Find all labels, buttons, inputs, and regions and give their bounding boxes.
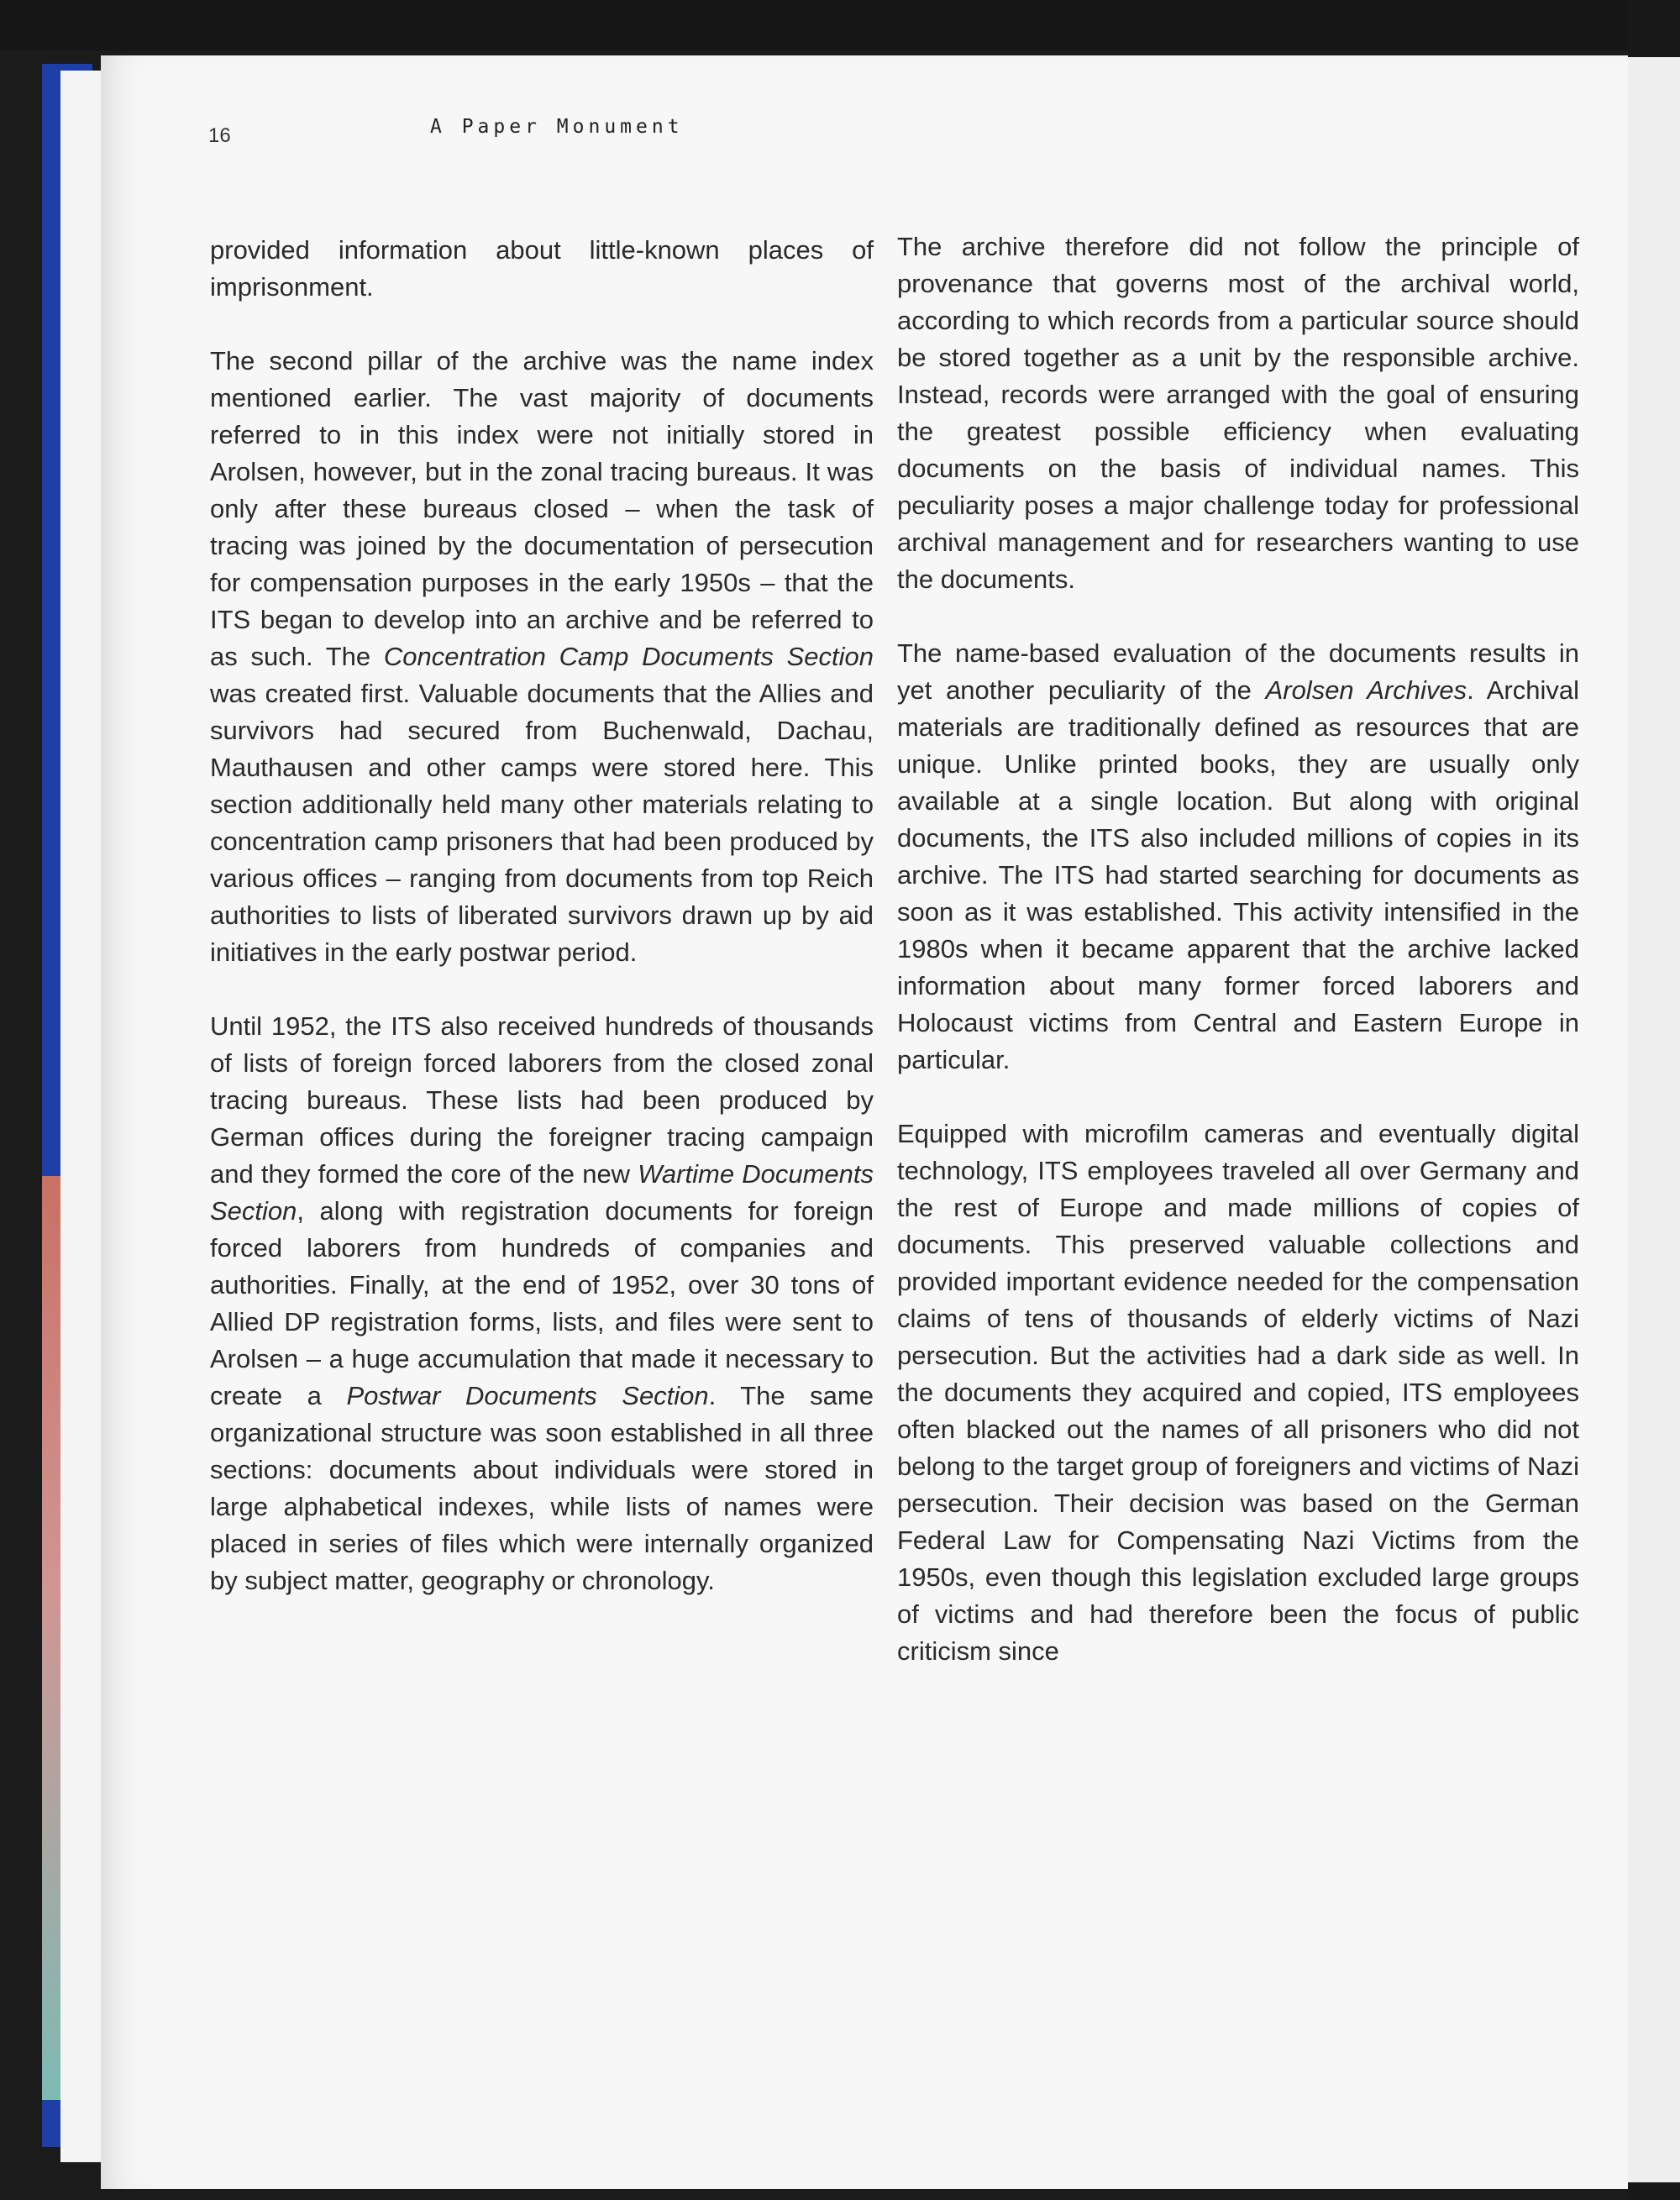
paragraph: The second pillar of the archive was the name index mentioned earlier. The vast majority of documents referred to in this index were not initially stored in Arolsen, however, but in the zonal tracing bureaus. It was only after these bureaus closed – when the task of tracing was joined by the documentation of persecution for compensation purposes in the early 1950s – that the ITS began to develop into an archive and be referred to as such. The Concentration Camp Documents Section was created first. Valuable documents that the Allies and survivors had secured from Buchenwald, Dachau, Mauthausen and other camps were stored here. This section additionally held many other materials relating to concentration camp prisoners that had been produced by various offices – ranging from documents from top Reich authorities to lists of liberated survivors drawn up by aid initiatives in the early postwar period. [210,346,874,967]
scan-background-top [0,0,1680,50]
left-text-column [210,232,874,1636]
facing-page-edge [1628,57,1680,2182]
paragraph: Until 1952, the ITS also received hundreds of thousands of lists of foreign forced laborers from the closed zonal tracing bureaus. These lists had been produced by German offices during the foreigner tracing campaign and they formed the core of the new Wartime Documents Section, along with registration documents for foreign forced laborers from hundreds of companies and authorities. Finally, at the end of 1952, over 30 tons of Allied DP registration forms, lists, and files were sent to Arolsen – a huge accumulation that made it necessary to create a Postwar Documents Section. The same organizational structure was soon established in all three sections: documents about individuals were stored in large alphabetical indexes, while lists of names were placed in series of files which were internally organized by subject matter, geography or chronology. [210,1011,874,1595]
running-title: A Paper Monument [430,116,684,138]
paragraph: The archive therefore did not follow the principle of provenance that governs most of the archival world, according to which records from a particular source should be stored together as a unit by the responsible archive. Instead, records were arranged with the goal of ensuring the greatest possible efficiency when evaluating documents on the basis of individual names. This peculiarity poses a major challenge today for professional archival management and for researchers wanting to use the documents. [897,232,1579,594]
section-name-emphasis: Postwar Documents Section [346,1381,709,1410]
page-number: 16 [208,124,231,147]
paragraph: Equipped with microfilm cameras and eventually digital technology, ITS employees traveled all over Germany and the rest of Europe and made millions of copies of documents. This preserved valuable collections and provided important evidence needed for the compensation claims of tens of thousands of elderly victims of Nazi persecution. But the activities had a dark side as well. In the documents they acquired and copied, ITS employees often blacked out the names of all prisoners who did not belong to the target group of foreigners and victims of Nazi persecution. Their decision was based on the German Federal Law for Compensating Nazi Victims from the 1950s, even though this legislation excluded large groups of victims and had therefore been the focus of public criticism since [897,1119,1579,1666]
right-text-column [897,228,1579,1707]
paragraph: The name-based evaluation of the documents results in yet another peculiarity of the Arolsen Archives. Archival materials are traditionally defined as resources that are unique. Unlike printed books, they are usually only available at a single location. But along with original documents, the ITS also included millions of copies in its archive. The ITS had started searching for documents as soon as it was established. This activity intensified in the 1980s when it became apparent that the archive lacked information about many former forced laborers and Holocaust victims from Central and Eastern Europe in particular. [897,638,1579,1074]
section-name-emphasis: Wartime Documents Section [210,1159,874,1226]
paragraph: provided information about little-known places of imprisonment. [210,235,874,302]
book-page [101,55,1628,2189]
section-name-emphasis: Concentration Camp Documents Section [383,642,874,671]
archive-name-emphasis: Arolsen Archives [1265,675,1467,705]
